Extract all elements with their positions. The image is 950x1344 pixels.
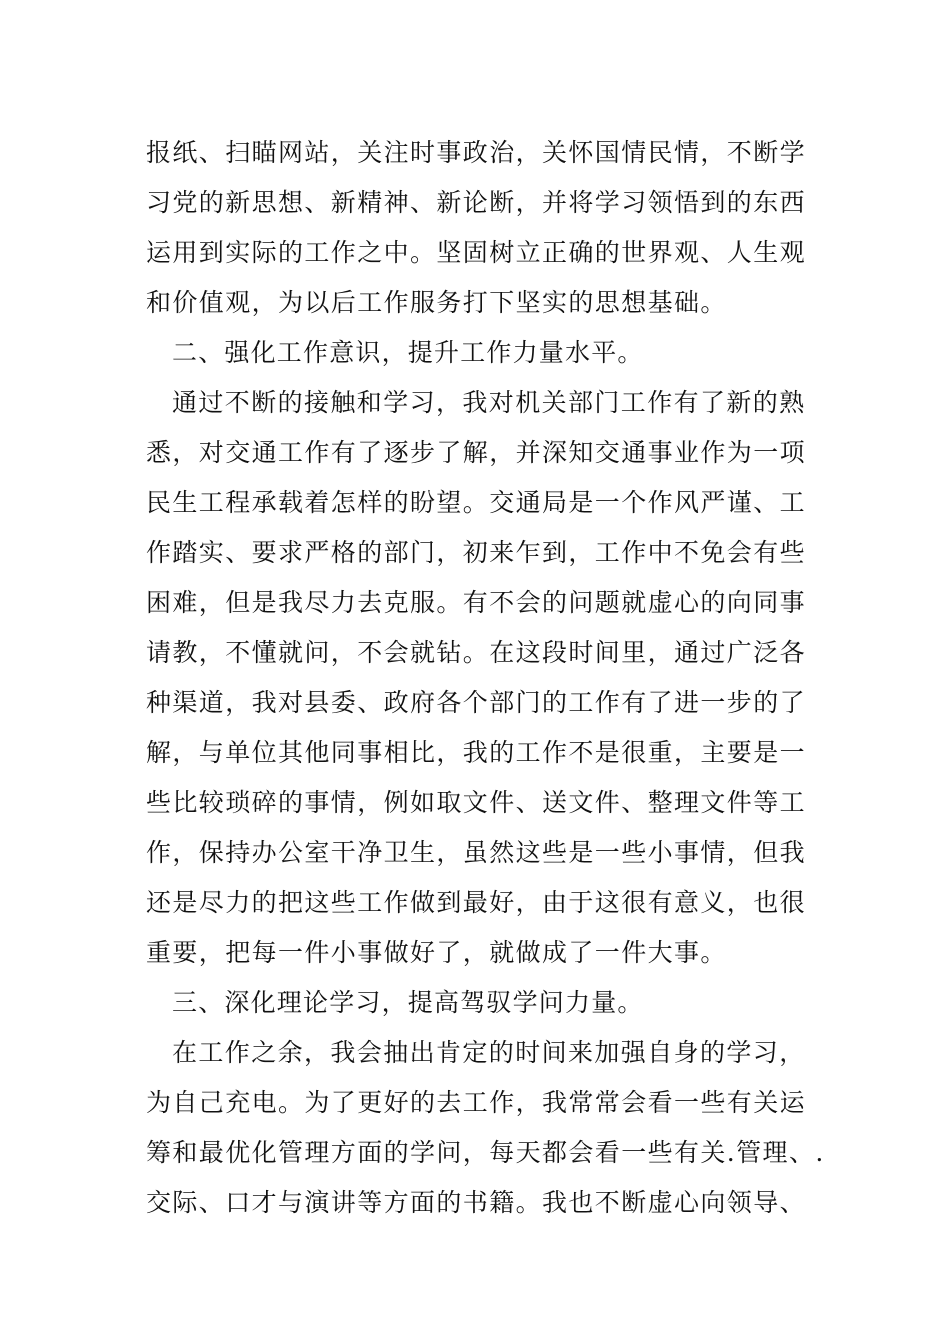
body-line: 种渠道，我对县委、政府各个部门的工作有了进一步的了 [146,688,807,717]
body-line: 困难，但是我尽力去克服。有不会的问题就虚心的向同事 [146,588,807,617]
body-line: 为自己充电。为了更好的去工作，我常常会看一些有关运 [146,1088,807,1117]
document-body [146,128,826,1228]
body-line: 作，保持办公室干净卫生，虽然这些是一些小事情，但我 [146,838,807,867]
body-line: 悉，对交通工作有了逐步了解，并深知交通事业作为一项 [146,438,807,467]
body-line: 筹和最优化管理方面的学问，每天都会看一些有关.管理、. [146,1138,825,1167]
body-line: 些比较琐碎的事情，例如取文件、送文件、整理文件等工 [146,788,807,817]
body-line: 习党的新思想、新精神、新论断，并将学习领悟到的东西 [146,188,807,217]
body-line: 作踏实、要求严格的部门，初来乍到，工作中不免会有些 [146,538,807,567]
body-line: 还是尽力的把这些工作做到最好，由于这很有意义，也很 [146,888,807,917]
section-heading: 三、深化理论学习，提高驾驭学问力量。 [172,988,644,1017]
body-line: 和价值观，为以后工作服务打下坚实的思想基础。 [146,288,727,317]
body-line: 重要，把每一件小事做好了，就做成了一件大事。 [146,938,727,967]
body-line: 运用到实际的工作之中。坚固树立正确的世界观、人生观 [146,238,807,267]
body-line: 民生工程承载着怎样的盼望。交通局是一个作风严谨、工 [146,488,807,517]
paragraph-first-line: 在工作之余，我会抽出肯定的时间来加强自身的学习， [172,1038,806,1067]
body-line: 解，与单位其他同事相比，我的工作不是很重，主要是一 [146,738,807,767]
body-line: 请教，不懂就问，不会就钻。在这段时间里，通过广泛各 [146,638,807,667]
body-line: 报纸、扫瞄网站，关注时事政治，关怀国情民情，不断学 [146,138,807,167]
section-heading: 二、强化工作意识，提升工作力量水平。 [172,338,644,367]
paragraph-first-line: 通过不断的接触和学习，我对机关部门工作有了新的熟 [172,388,806,417]
body-line: 交际、口才与演讲等方面的书籍。我也不断虚心向领导、 [146,1188,807,1217]
